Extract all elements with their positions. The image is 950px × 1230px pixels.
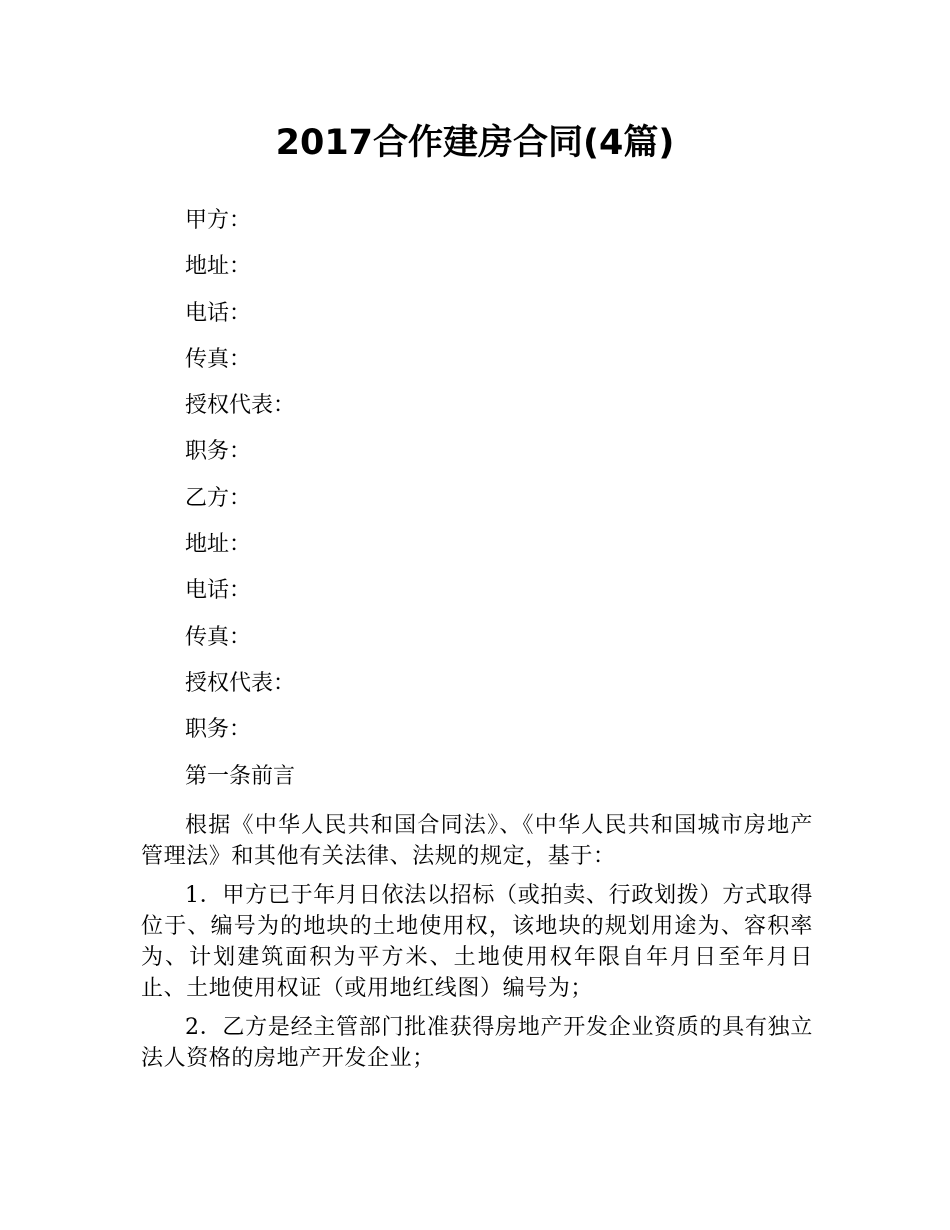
party-a-address: 地址： [185,254,252,280]
party-b-representative: 授权代表： [185,670,296,696]
party-a-representative: 授权代表： [185,393,296,419]
party-a-fax: 传真： [185,346,252,372]
article-1-heading: 第一条前言 [185,763,296,789]
party-a-phone: 电话： [185,300,252,326]
preamble-paragraph: 根据《中华人民共和国合同法》、《中华人民共和国城市房地产管理法》和其他有关法律、法规的规定，基于： [141,812,813,869]
party-a-position: 职务： [185,439,252,465]
document-title: 2017合作建房合同(4篇) [275,123,675,163]
party-b-address: 地址： [185,532,252,558]
party-b-label: 乙方： [185,485,252,511]
party-b-phone: 电话： [185,578,252,604]
document-body [141,198,813,1082]
clause-2-paragraph: 2．乙方是经主管部门批准获得房地产开发企业资质的具有独立法人资格的房地产开发企业； [141,1014,813,1071]
party-b-fax: 传真： [185,624,252,650]
party-a-label: 甲方： [185,208,252,233]
clause-1-paragraph: 1．甲方已于年月日依法以招标（或拍卖、行政划拨）方式取得位于、编号为的地块的土地使用权，该地块的规划用途为、容积率为、计划建筑面积为平方米、土地使用权年限自年月日至年月日止、土地使用权证（或用地红线图）编号为； [141,882,813,1001]
party-b-position: 职务： [185,717,252,743]
